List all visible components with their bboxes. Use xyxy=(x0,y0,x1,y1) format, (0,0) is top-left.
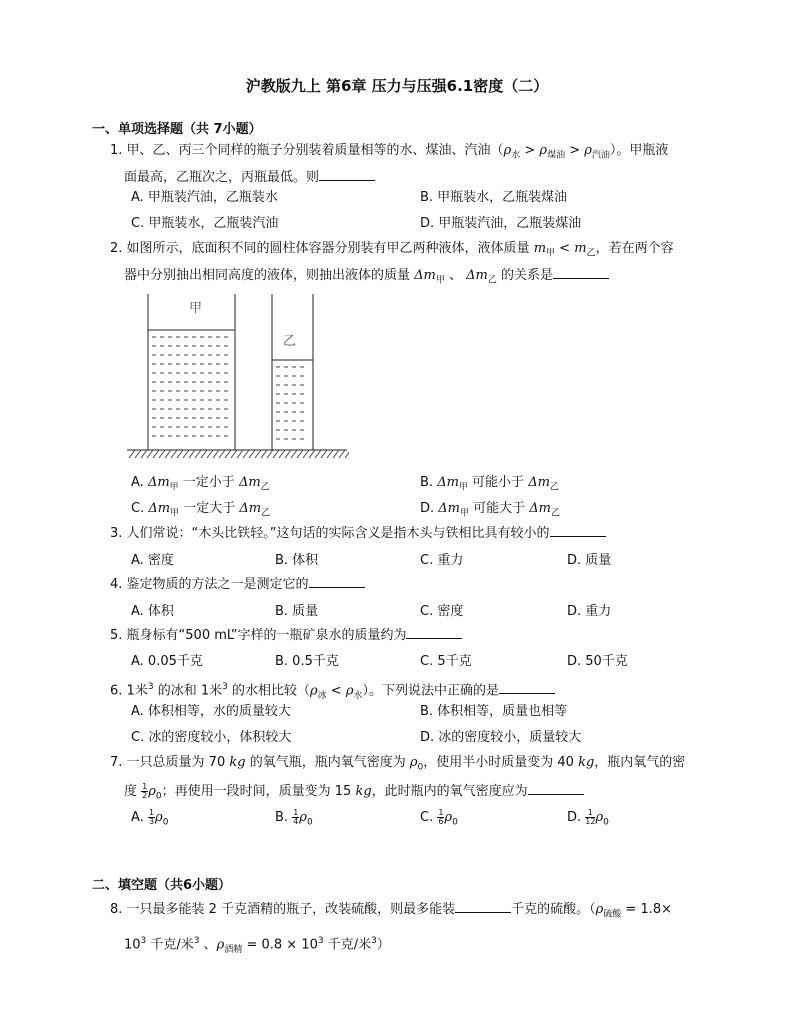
subscript: 0 xyxy=(417,762,424,773)
question-text: ；再使用一段时间，质量变为 15 xyxy=(161,783,352,799)
fraction xyxy=(585,809,595,826)
question-2-stem-line2: 器中分别抽出相同高度的液体，则抽出液体的质量 $\Delta m_甲$ 、 $\Delta m_乙$ 的关系是 xyxy=(124,265,720,292)
subscript: 乙 xyxy=(261,508,271,519)
rho-symbol: ρ xyxy=(444,810,453,825)
delta-mass-symbol: Δm xyxy=(239,501,262,516)
q3-option-c[interactable]: C. 重力 xyxy=(420,553,464,568)
q7-option-b[interactable] xyxy=(275,809,313,828)
q5-option-b[interactable]: B. 0.5千克 xyxy=(275,654,339,669)
delta-mass-symbol: Δm xyxy=(148,501,171,516)
ground-hatch-line xyxy=(285,450,291,458)
option-letter: B. xyxy=(420,475,438,490)
ground-hatch-line xyxy=(261,450,267,458)
ground-hatch-line xyxy=(273,450,279,458)
rho-symbol: ρ xyxy=(503,143,512,158)
question-text: 的氧气瓶，瓶内氧气密度为 xyxy=(245,755,406,770)
q3-option-a[interactable]: A. 密度 xyxy=(131,553,174,568)
q4-option-d[interactable]: D. 重力 xyxy=(567,604,612,619)
answer-blank[interactable] xyxy=(319,168,375,181)
q1-option-a[interactable]: A. 甲瓶装汽油，乙瓶装水 xyxy=(131,190,278,205)
q6-option-c[interactable]: C. 冰的密度较小，体积较大 xyxy=(131,730,292,745)
q3-option-b[interactable]: B. 体积 xyxy=(275,553,319,568)
rho-symbol: ρ xyxy=(584,143,592,158)
q1-option-c[interactable]: C. 甲瓶装水，乙瓶装汽油 xyxy=(131,216,279,231)
ground-hatch-line xyxy=(159,450,165,458)
ground-hatch-line xyxy=(333,450,339,458)
subscript: 0 xyxy=(452,817,458,828)
q5-option-d[interactable]: D. 50千克 xyxy=(567,654,628,669)
question-text: 人们常说：“木头比铁轻。”这句话的实际含义是指木头与铁相比具有较小的 xyxy=(126,526,550,541)
q4-option-c[interactable]: C. 密度 xyxy=(420,604,464,619)
q2-option-a[interactable] xyxy=(131,471,270,493)
question-7-stem-line2 xyxy=(124,781,730,808)
subscript: 酒精 xyxy=(224,944,243,955)
ground-hatch-line xyxy=(345,450,349,458)
question-4 xyxy=(110,574,710,596)
delta-mass-symbol: Δm xyxy=(466,267,488,283)
numerator: 1 xyxy=(142,781,148,791)
liquid-yi-hatching xyxy=(276,367,304,439)
subscript: 乙 xyxy=(260,482,270,493)
subscript: 甲 xyxy=(170,508,180,519)
superscript: 3 xyxy=(317,935,324,946)
ground-hatch-line xyxy=(339,450,345,458)
subscript: 甲 xyxy=(458,482,468,493)
q6-option-a[interactable]: A. 体积相等，水的质量较大 xyxy=(131,704,291,719)
denominator: 2 xyxy=(142,790,148,800)
container-jia-label: 甲 xyxy=(189,301,203,316)
question-text: 千克/米 xyxy=(146,936,194,952)
ground-hatch-line xyxy=(303,450,309,458)
subscript: 0 xyxy=(306,817,313,828)
superscript: 3 xyxy=(222,682,228,692)
option-letter: C. xyxy=(131,501,149,516)
question-number: 4. xyxy=(110,577,123,592)
question-text: 如图所示，底面积不同的圆柱体容器分别装有甲乙两种液体，液体质量 xyxy=(126,241,530,256)
ground-hatch-line xyxy=(153,450,159,458)
superscript: 3 xyxy=(193,935,200,946)
subscript: 冰 xyxy=(317,690,327,701)
question-text: ）。下列说法中正确的是 xyxy=(362,683,500,699)
ground-hatch-line xyxy=(219,450,225,458)
question-text: ，若在两个容 xyxy=(595,241,674,256)
ground-hatch-line xyxy=(231,450,237,458)
question-text: 10 xyxy=(124,936,141,952)
answer-blank[interactable] xyxy=(455,900,511,913)
question-number: 8. xyxy=(110,902,123,917)
rho-symbol: ρ xyxy=(309,683,318,699)
ground-hatch-line xyxy=(309,450,315,458)
ground-hatch-line xyxy=(225,450,231,458)
numerator: 1 xyxy=(293,808,299,817)
q7-option-c[interactable] xyxy=(420,809,458,828)
answer-blank[interactable] xyxy=(309,575,365,588)
subscript: 硫酸 xyxy=(603,909,622,920)
rho-symbol: ρ xyxy=(216,936,225,952)
question-8-stem-line2 xyxy=(124,930,730,961)
unit-kg: kg xyxy=(355,783,372,799)
option-letter: A. xyxy=(131,475,148,490)
answer-blank[interactable] xyxy=(499,681,555,694)
delta-mass-symbol: Δm xyxy=(414,267,436,283)
subscript: 乙 xyxy=(551,508,561,519)
ground-hatch-line xyxy=(183,450,189,458)
mass-symbol: m xyxy=(574,241,587,256)
option-text: 一定大于 xyxy=(179,501,240,516)
question-3 xyxy=(110,523,710,545)
question-text: 鉴定物质的方法之一是测定它的 xyxy=(126,577,309,592)
q5-option-a[interactable]: A. 0.05千克 xyxy=(131,654,203,669)
question-text: ） xyxy=(376,936,390,952)
rho-symbol: ρ xyxy=(595,810,604,825)
answer-blank[interactable] xyxy=(528,782,584,795)
ground-hatching xyxy=(129,450,349,458)
q6-option-d[interactable]: D. 冰的密度较小，质量较大 xyxy=(420,730,582,745)
liquid-jia-hatching xyxy=(152,337,228,436)
option-text: 可能小于 xyxy=(467,475,529,490)
ground-hatch-line xyxy=(171,450,177,458)
ground-hatch-line xyxy=(279,450,285,458)
question-text: = 0.8 × 10 xyxy=(242,936,318,952)
rho-symbol: ρ xyxy=(299,810,307,825)
question-2-stem: 2. 如图所示，底面积不同的圆柱体容器分别装有甲乙两种液体，液体质量 $m_甲 < m_乙$，若在两个容 xyxy=(110,241,674,259)
subscript: 水 xyxy=(353,690,363,701)
option-letter: C. xyxy=(420,810,438,825)
q4-option-a[interactable]: A. 体积 xyxy=(131,604,174,619)
option-text: 可能大于 xyxy=(469,501,530,516)
question-number: 3. xyxy=(110,526,123,541)
option-letter: B. xyxy=(275,810,293,825)
two-containers-figure xyxy=(127,290,349,462)
ground-hatch-line xyxy=(267,450,273,458)
delta-mass-symbol: Δm xyxy=(147,475,170,490)
q5-option-c[interactable]: C. 5千克 xyxy=(420,654,472,669)
q1-option-d[interactable]: D. 甲瓶装汽油，乙瓶装煤油 xyxy=(420,216,582,231)
option-letter: A. xyxy=(131,810,148,825)
question-text: 千克/米 xyxy=(323,936,372,952)
numerator: 1 xyxy=(148,808,155,817)
ground-hatch-line xyxy=(207,450,213,458)
option-letter: D. xyxy=(420,501,439,516)
superscript: 3 xyxy=(371,935,377,946)
question-number: 2. xyxy=(110,241,123,256)
ground-hatch-line xyxy=(147,450,153,458)
rho-symbol: ρ xyxy=(409,755,418,770)
subscript: 乙 xyxy=(549,482,559,493)
answer-blank[interactable] xyxy=(550,524,606,537)
question-text: 甲、乙、丙三个同样的瓶子分别装着质量相等的水、煤油、汽油（ xyxy=(126,143,504,158)
question-text: 1米 xyxy=(126,683,148,699)
question-8 xyxy=(110,899,730,961)
question-text: ，瓶内氧气的密 xyxy=(594,755,686,770)
delta-mass-symbol: Δm xyxy=(438,501,460,516)
q7-option-d[interactable] xyxy=(567,809,609,828)
q3-option-d[interactable]: D. 质量 xyxy=(567,553,612,568)
superscript: 3 xyxy=(140,935,147,946)
question-7-stem xyxy=(110,752,730,779)
subscript: 甲 xyxy=(460,508,470,519)
q4-option-b[interactable]: B. 质量 xyxy=(275,604,319,619)
question-text: 器中分别抽出相同高度的液体，则抽出液体的质量 xyxy=(124,267,411,283)
section-heading-single-choice: 一、单项选择题（共 7小题） xyxy=(92,122,262,137)
question-number: 7. xyxy=(110,755,123,770)
question-number: 1. xyxy=(110,143,123,158)
unit-kg: kg xyxy=(578,755,595,770)
subscript: 0 xyxy=(155,791,162,802)
container-yi-label: 乙 xyxy=(283,334,297,349)
question-number: 6. xyxy=(110,683,123,699)
question-7 xyxy=(110,752,730,807)
rho-symbol: ρ xyxy=(155,810,163,825)
subscript: 煤油 xyxy=(547,150,566,161)
question-1 xyxy=(110,140,710,189)
subscript: 甲 xyxy=(169,482,179,493)
delta-mass-symbol: Δm xyxy=(528,475,550,490)
subscript: 乙 xyxy=(586,248,596,259)
subscript: 0 xyxy=(603,817,609,828)
ground-hatch-line xyxy=(135,450,141,458)
fraction xyxy=(148,809,155,826)
question-6: 6. 1米$^3$ 的冰和 1米$^3$ 的水相比较$(\rho_冰 < \rho_水)$。下列说法中正确的是 xyxy=(110,676,710,707)
subscript: 甲 xyxy=(546,248,556,259)
ground-hatch-line xyxy=(189,450,195,458)
numerator: 1 xyxy=(585,809,595,818)
question-text: 千克的硫酸。（ xyxy=(511,902,596,917)
denominator: 6 xyxy=(438,817,444,826)
question-text: ）。甲瓶液 xyxy=(609,143,669,158)
ground-hatch-line xyxy=(195,450,201,458)
ground-hatch-line xyxy=(255,450,261,458)
ground-hatch-line xyxy=(237,450,243,458)
subscript: 乙 xyxy=(487,275,497,286)
denominator: 12 xyxy=(585,817,596,826)
question-text: = 1.8× xyxy=(621,902,673,917)
rho-symbol: ρ xyxy=(345,683,354,699)
question-text: ，使用半小时质量变为 40 xyxy=(423,755,574,770)
ground-hatch-line xyxy=(315,450,321,458)
question-text: 一只最多能装 2 千克酒精的瓶子，改装硫酸，则最多能装 xyxy=(126,902,456,917)
unit-kg: kg xyxy=(229,755,246,770)
ground-hatch-line xyxy=(201,450,207,458)
ground-hatch-line xyxy=(321,450,327,458)
numerator: 1 xyxy=(438,808,444,817)
ground-hatch-line xyxy=(243,450,249,458)
answer-blank[interactable] xyxy=(553,266,609,279)
question-text: 的关系是 xyxy=(501,267,554,283)
question-text: 、 xyxy=(199,936,217,952)
question-text: 度 xyxy=(124,783,138,799)
ground-hatch-line xyxy=(327,450,333,458)
q6-option-b[interactable]: B. 体积相等，质量也相等 xyxy=(420,704,568,719)
q1-option-b[interactable]: B. 甲瓶装水，乙瓶装煤油 xyxy=(420,190,568,205)
ground-hatch-line xyxy=(291,450,297,458)
question-text: 面最高，乙瓶次之，丙瓶最低。则 xyxy=(124,169,320,185)
subscript: 0 xyxy=(162,817,169,828)
rho-symbol: ρ xyxy=(539,143,548,158)
superscript: 3 xyxy=(147,682,154,692)
q2-option-c[interactable] xyxy=(131,497,270,519)
question-8-stem xyxy=(110,899,730,926)
question-2 xyxy=(110,238,720,291)
option-text: 一定小于 xyxy=(178,475,239,490)
question-text: 瓶身标有“500 mL”字样的一瓶矿泉水的质量约为 xyxy=(126,628,407,643)
q7-option-a[interactable] xyxy=(131,809,168,828)
delta-mass-symbol: Δm xyxy=(529,501,551,516)
option-letter: D. xyxy=(567,810,586,825)
subscript: 水 xyxy=(511,150,521,161)
ground-hatch-line xyxy=(177,450,183,458)
ground-hatch-line xyxy=(165,450,171,458)
question-1-stem: 1. 甲、乙、丙三个同样的瓶子分别装着质量相等的水、煤油、汽油$(\rho_水 > \rho_{煤油} > \rho_{汽油})$。甲瓶液 xyxy=(110,143,669,161)
q2-option-b[interactable] xyxy=(420,471,559,493)
question-text: 的水相比较（ xyxy=(227,683,310,699)
question-text: 一只总质量为 70 xyxy=(126,755,226,770)
delta-mass-symbol: Δm xyxy=(238,475,261,490)
ground-hatch-line xyxy=(297,450,303,458)
rho-symbol: ρ xyxy=(595,902,604,917)
ground-hatch-line xyxy=(249,450,255,458)
answer-blank[interactable] xyxy=(406,626,462,639)
question-text: 的冰和 1米 xyxy=(153,683,223,699)
page-title: 沪教版九上 第6章 压力与压强6.1密度（二） xyxy=(245,77,549,95)
mass-symbol: m xyxy=(533,241,547,256)
denominator: 3 xyxy=(148,817,155,826)
ground-hatch-line xyxy=(129,450,135,458)
question-text: ，此时瓶内的氧气密度应为 xyxy=(371,783,528,799)
section-heading-fill-in: 二、填空题（共6小题） xyxy=(92,878,232,893)
subscript: 汽油 xyxy=(591,150,610,161)
ground-hatch-line xyxy=(141,450,147,458)
q2-option-d[interactable] xyxy=(420,497,560,519)
ground-hatch-line xyxy=(213,450,219,458)
rho-symbol: ρ xyxy=(148,783,156,799)
question-number: 5. xyxy=(110,628,123,643)
subscript: 甲 xyxy=(435,275,445,286)
question-5 xyxy=(110,625,710,647)
delta-mass-symbol: Δm xyxy=(437,475,459,490)
denominator: 4 xyxy=(293,817,299,826)
